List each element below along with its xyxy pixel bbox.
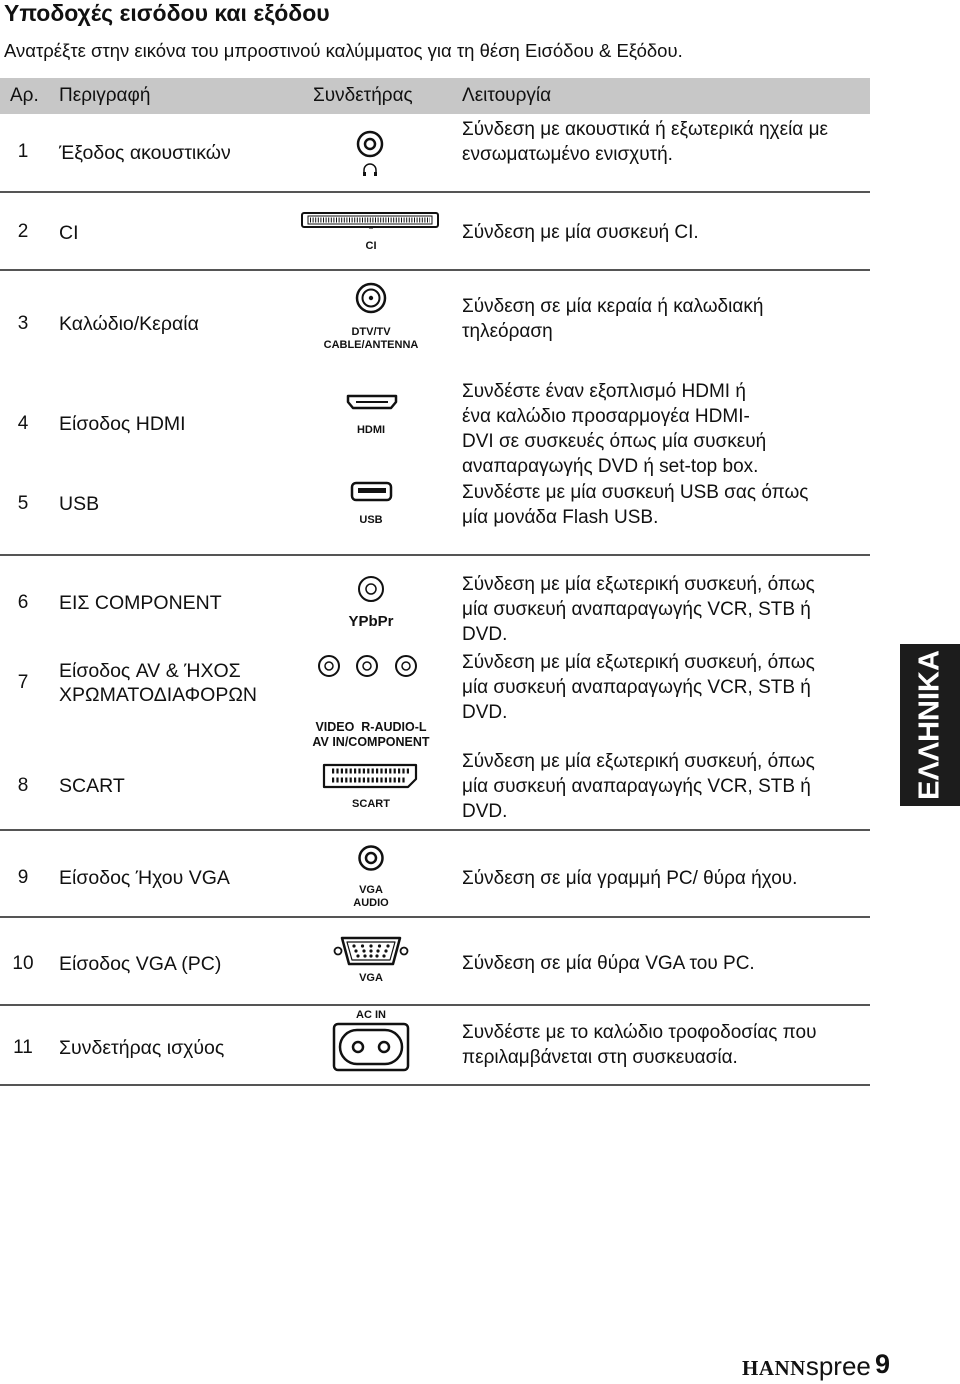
connectors-table [0, 78, 870, 1086]
header-function: Λειτουργία [462, 85, 552, 106]
row-function: Συνδέστε με μία συσκευή USB σας όπως μία μονάδα Flash USB. [462, 482, 809, 528]
table-row-av-in [0, 650, 870, 749]
vga-audio-jack-icon: VGA AUDIO [296, 831, 446, 916]
row-description: Συνδετήρας ισχύος [59, 1037, 225, 1059]
intro-text: Ανατρέξτε στην εικόνα του μπροστινού καλύμματος για τη θέση Εισόδου & Εξόδου. [4, 40, 683, 61]
row-description: SCART [59, 775, 125, 797]
row-description: Έξοδος ακουστικών [59, 142, 231, 164]
language-label: ΕΛΛΗΝΙΚΑ [913, 650, 946, 800]
table-row-headphone [0, 114, 870, 193]
row-number: 4 [17, 413, 29, 434]
row-number: 9 [17, 867, 29, 888]
row-description: USB [59, 493, 100, 515]
scart-port-icon: SCART [296, 740, 446, 829]
row-function: Σύνδεση με μία εξωτερική συσκευή, όπως μία συσκευή αναπαραγωγής VCR, STB ή DVD. [462, 751, 815, 822]
row-function: Σύνδεση με ακουστικά ή εξωτερικά ηχεία με ενσωματωμένο ενισχυτή. [462, 119, 828, 165]
row-description: ΕΙΣ COMPONENT [59, 592, 222, 614]
row-description: Είσοδος HDMI [59, 413, 186, 435]
row-number: 3 [17, 313, 29, 334]
row-number: 5 [17, 493, 29, 514]
hdmi-port-icon: HDMI [296, 365, 446, 480]
header-number: Αρ. [10, 85, 39, 106]
row-function: Σύνδεση με μία εξωτερική συσκευή, όπως μία συσκευή αναπαραγωγής VCR, STB ή DVD. [462, 652, 815, 723]
antenna-coax-icon: DTV/TV CABLE/ANTENNA [296, 271, 446, 365]
row-number: 2 [17, 221, 29, 242]
page-title: Υποδοχές εισόδου και εξόδου [4, 0, 330, 26]
row-description: CI [59, 222, 79, 244]
av-rca-jacks-icon: VIDEO R-AUDIO-L AV IN/COMPONENT [296, 650, 446, 740]
row-function: Συνδέστε με το καλώδιο τροφοδοσίας που περιλαμβάνεται στη συσκευασία. [462, 1022, 817, 1068]
row-number: 11 [13, 1037, 33, 1058]
row-function: Σύνδεση με μία συσκευή CI. [462, 222, 699, 243]
row-function: Σύνδεση σε μία κεραία ή καλωδιακή τηλεόραση [462, 296, 764, 342]
row-number: 7 [17, 672, 29, 693]
row-number: 10 [12, 953, 34, 974]
ac-power-inlet-icon: AC IN [296, 1006, 446, 1084]
row-function: Σύνδεση σε μία θύρα VGA του PC. [462, 953, 755, 974]
row-description: Καλώδιο/Κεραία [59, 313, 199, 335]
table-row-ci [0, 193, 870, 271]
table-row-usb [0, 480, 870, 556]
table-row-scart [0, 740, 870, 831]
ci-slot-icon: CI [296, 193, 446, 269]
page-number: 9 [875, 1349, 891, 1379]
table-row-vga-audio [0, 831, 870, 918]
brand-logo: HANNspree [742, 1351, 871, 1381]
row-description: Είσοδος VGA (PC) [59, 953, 222, 975]
language-side-tab [900, 644, 960, 806]
vga-port-icon: VGA [296, 918, 446, 1004]
table-row-antenna [0, 271, 870, 365]
table-row-vga [0, 918, 870, 1006]
row-number: 8 [17, 775, 29, 796]
row-number: 6 [17, 592, 29, 613]
table-row-component [0, 556, 870, 650]
row-function: Σύνδεση με μία εξωτερική συσκευή, όπως μία συσκευή αναπαραγωγής VCR, STB ή DVD. [462, 574, 815, 645]
header-connector: Συνδετήρας [313, 85, 413, 106]
ypbpr-jack-icon: YPbPr [296, 556, 446, 650]
table-row-hdmi [0, 365, 870, 480]
row-function: Συνδέστε έναν εξοπλισμό HDMI ή ένα καλώδιο προσαρμογέα HDMI- DVI σε συσκευές όπως μία συσκευή αναπαραγωγής DVD ή set-top box. [462, 381, 767, 477]
row-number: 1 [17, 141, 29, 162]
header-description: Περιγραφή [59, 85, 151, 106]
table-header [0, 78, 870, 114]
headphone-jack-icon [296, 114, 446, 191]
row-function: Σύνδεση σε μία γραμμή PC/ θύρα ήχου. [462, 868, 798, 889]
table-row-ac-in [0, 1006, 870, 1086]
row-description: Είσοδος Ήχου VGA [59, 867, 230, 889]
row-description: Είσοδος AV & ΉΧΟΣ ΧΡΩΜΑΤΟΔΙΑΦΟΡΩΝ [59, 660, 257, 706]
usb-port-icon: USB [296, 480, 446, 554]
